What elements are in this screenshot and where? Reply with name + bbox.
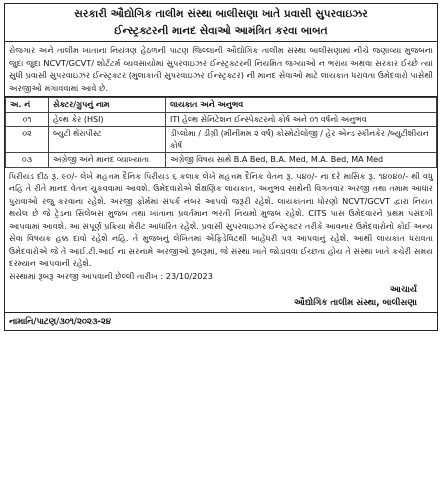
row-qualification: ITI હેલ્થ સેનિટેશન ઈન્સ્પેક્ટરનો કોર્ષ અને ૦૧ વર્ષનો અનુભવ <box>166 112 437 127</box>
notice-title <box>5 4 437 42</box>
reference-number: નામાનિ/પાટણ/૩૦૧/૨૦૨૩-૨૪ <box>5 312 437 330</box>
header-sector: સેક્ટર/ગ્રુપનું નામ <box>49 98 166 113</box>
trades-table <box>5 97 437 168</box>
deadline-text: સંસ્થામાં રૂબરૂ અરજી આપવાની છેલ્લી તારીખ : 23/10/2023 <box>9 270 213 281</box>
signatory-org: ઔદ્યોગિક તાલીમ સંસ્થા, બાલીસણા <box>294 298 417 308</box>
row-qualification: અંગ્રેજી વિષય સાથે B.A Bed, B.A. Med, M.A. Bed, MA Med <box>166 153 437 168</box>
title-line-1: સરકારી ઔદ્યોગિક તાલીમ સંસ્થા બાલીસણા ખાતે પ્રવાસી સુપરવાઇઝર <box>74 8 368 20</box>
terms-text: પિરીયડ દીઠ રૂ. ૯૦/- લેખે મહત્તમ દૈનિક પિરીયડ ૬ કલાક લેખે મહત્તમ દૈનિક વેતન રૂ. ૫૪૦/- ના દરે માસિક રૂ. ૧૪૦૪૦/- થી વધુ નહિ તે રીતે માનદ વેતન ચુકવવામાં આવશે. ઉમેદવારોએ શૈક્ષણિક લાયકાત, અનુભવ સાથેની વિગતવાર અરજી તથા તમામ આધાર પુરાવાઓ રજુ કરવાના રહેશે. અરજી ફોર્મમાં સંપર્ક નંબર આપવો જરૂરી રહેશે. લાયકાતના ધોરણો NCVT/GCVT દ્વારા નિયત થયેલ છે જે ટ્રેડના સિલેબસ મુજબ તથા ખાતાના પ્રવર્તમાન ભરતી નિયમો મુજબ રહેશે. CITS પાસ ઉમેદવારને પ્રથમ પસંદગી આપવામાં આવશે. આ સંપૂર્ણ પ્રક્રિયા મેરીટ આધારિત રહેશે. પ્રવાસી સુપરવાઇઝર ઈન્સ્ટ્રક્ટર તરીકે આવનાર ઉમેદવારોનો કોઈ અન્ય સેવા વિષયક હક્ક દાવો રહેશે નહિ. તે મુજબનું લેખિતમાં એફિડેવિટથી બાહેંધરી પત્ર આપવાનું રહેશે. આથી લાયકાત ધરાવતા ઉમેદવારોએ જે તે આઈ.ટી.આઈ ના સરનામે અરજીઓ રૂબરૂમાં, જે સંસ્થા ખાતે જોડાવવા ઈચ્છતા હોય તે સંસ્થા ખાતે કચેરી સમય દરમ્યાન આપવાની રહેશે. <box>9 170 433 268</box>
table-row <box>6 127 437 153</box>
header-qualification: લાયકાત અને અનુભવ <box>166 98 437 113</box>
signatory-role: આચાર્ય <box>390 285 417 295</box>
header-serial: અ. નં <box>6 98 49 113</box>
row-serial: ૦૧ <box>6 112 49 127</box>
table-row <box>6 112 437 127</box>
signature-block <box>5 282 437 312</box>
row-serial: ૦૩ <box>6 153 49 168</box>
terms-paragraph <box>5 168 437 283</box>
row-sector: બ્યુટી થેરાપીસ્ટ <box>49 127 166 153</box>
row-sector: હેલ્થ કેર (HSI) <box>49 112 166 127</box>
table-row <box>6 153 437 168</box>
row-sector: અંગ્રેજી અને માનદ વ્યાખ્યાતા <box>49 153 166 168</box>
notice-box <box>4 3 438 331</box>
table-header-row <box>6 98 437 113</box>
row-qualification: ડીપ્લોમા / ડીગ્રી (મીનીમમ ૨ વર્ષ) કોસ્મેટોલોજી / હેર એન્ડ સ્કીનકેર /બ્યુટીશીયન કોર્ષ <box>166 127 437 153</box>
row-serial: ૦૨ <box>6 127 49 153</box>
intro-paragraph: રોજગાર અને તાલીમ ખાતાના નિયંત્રણ હેઠળની પાટણ જિલ્લાની ઔદ્યોગિક તાલીમ સંસ્થા બાલીસણામાં નીચે જણાવ્યા મુજબના જુદા જુદા NCVT/GCVT/ શોર્ટટર્મ વ્યવસાયોમાં સુપરવાઇઝર ઈન્સ્ટ્રક્ટરની નિયમિત જગ્યાઓ ન ભરાય અથવા સરકાર ઈચ્છે ત્યાં સુધી પ્રવાસી સુપરવાઇઝર ઈન્સ્ટ્રક્ટર (મુલાકાતી સુપરવાઇઝર ઈન્સ્ટ્રક્ટર) ની માનદ સેવાઓ માટે લાયકાત ધરાવતા ઉમેદવારો પાસેથી અરજીઓ મંગાવવામાં આવે છે. <box>5 42 437 97</box>
title-line-2: ઈન્સ્ટ્રક્ટરની માનદ સેવાઓ આમંત્રિત કરવા બાબત <box>114 25 328 37</box>
